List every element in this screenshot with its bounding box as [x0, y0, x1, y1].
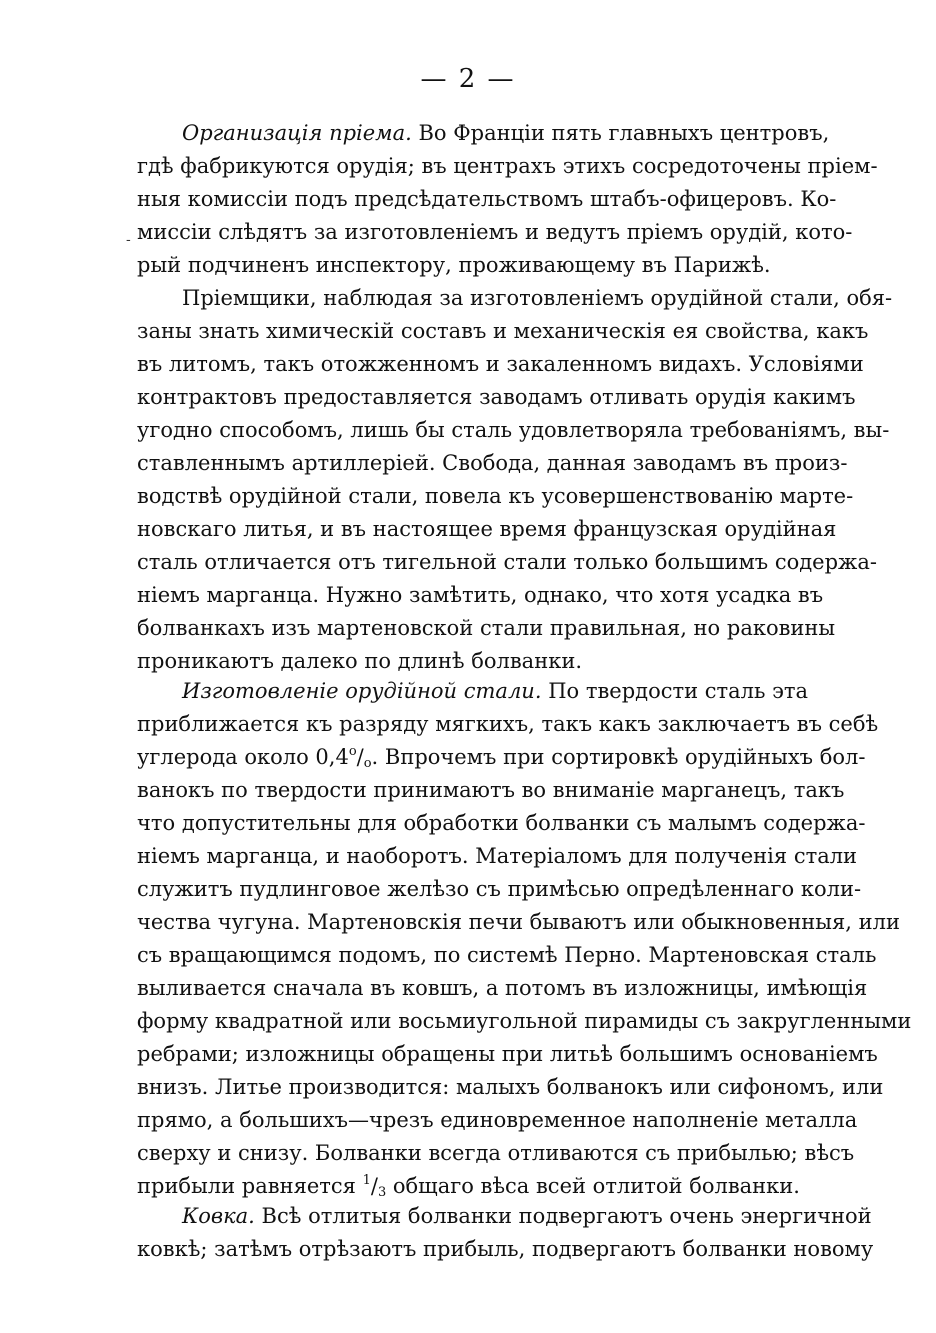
text-line: угодно способомъ, лишь бы сталь удовлетворяла требованіямъ, вы-	[137, 418, 890, 442]
text-line: водствѣ орудійной стали, повела къ усовершенствованію марте-	[137, 484, 854, 508]
text-span: Во Франціи пять главныхъ центровъ,	[411, 121, 830, 145]
text-span: . Впрочемъ при сортировкѣ орудійныхъ бол-	[371, 745, 866, 769]
text-line: чества чугуна. Мартеновскія печи бываютъ или обыкновенныя, или	[137, 910, 900, 934]
page-number: — 2 —	[420, 64, 516, 94]
text-line: форму квадратной или восьмиугольной пирамиды съ закругленными	[137, 1009, 912, 1033]
text-span: прибыли равняется	[137, 1174, 363, 1198]
text-line: контрактовъ предоставляется заводамъ отливать орудія какимъ	[137, 385, 856, 409]
text-line: въ литомъ, такъ отожженномъ и закаленномъ видахъ. Условіями	[137, 352, 864, 376]
text-line: съ вращающимся подомъ, по системѣ Перно. Мартеновская сталь	[137, 943, 877, 967]
text-line: прямо, а большихъ—чрезъ единовременное наполненіе металла	[137, 1108, 858, 1132]
text-line: внизъ. Литье производится: малыхъ болванокъ или сифономъ, или	[137, 1075, 884, 1099]
text-line: выливается сначала въ ковшъ, а потомъ въ изложницы, имѣющія	[137, 976, 868, 1000]
text-line	[182, 1200, 872, 1232]
fraction-slash: /	[370, 1174, 378, 1198]
text-line: ставленнымъ артиллеріей. Свобода, данная заводамъ въ произ-	[137, 451, 848, 475]
text-line: сталь отличается отъ тигельной стали только большимъ содержа-	[137, 550, 877, 574]
text-line: рый подчиненъ инспектору, проживающему въ Парижѣ.	[137, 253, 771, 277]
text-line: ванокъ по твердости принимаютъ во вниманіе марганецъ, такъ	[137, 778, 845, 802]
text-line: новскаго литья, и въ настоящее время французская орудійная	[137, 517, 837, 541]
section-heading-steel-production: Изготовленіе орудійной стали.	[182, 679, 542, 703]
text-line: что допустительны для обработки болванки съ малымъ содержа-	[137, 811, 866, 835]
text-line: ніемъ марганца. Нужно замѣтить, однако, что хотя усадка въ	[137, 583, 824, 607]
text-line: болванкахъ изъ мартеновской стали правильная, но раковины	[137, 616, 836, 640]
text-line: заны знать химическій составъ и механическія ея свойства, какъ	[137, 319, 869, 343]
text-line: ребрами; изложницы обращены при литьѣ большимъ основаніемъ	[137, 1042, 878, 1066]
text-line: служитъ пудлинговое желѣзо съ примѣсью опредѣленнаго коли-	[137, 877, 862, 901]
text-line: ніемъ марганца, и наоборотъ. Матеріаломъ для полученія стали	[137, 844, 858, 868]
superscript: 1	[362, 1173, 371, 1188]
text-line: сверху и снизу. Болванки всегда отливаются съ прибылью; вѣсъ	[137, 1141, 855, 1165]
section-heading-forging: Ковка.	[182, 1204, 255, 1228]
text-span: общаго вѣса всей отлитой болванки.	[386, 1174, 800, 1198]
text-line: приближается къ разряду мягкихъ, такъ какъ заключаетъ въ себѣ	[137, 712, 879, 736]
text-line: проникаютъ далеко по длинѣ болванки.	[137, 649, 582, 673]
text-span: углерода около 0,4	[137, 745, 349, 769]
subscript: о	[363, 756, 372, 771]
text-line: миссіи слѣдятъ за изготовленіемъ и ведутъ пріемъ орудій, кото-	[137, 220, 853, 244]
text-line	[182, 117, 830, 149]
text-line	[182, 675, 809, 707]
margin-mark: -	[126, 232, 131, 248]
text-span: Всѣ отлитыя болванки подвергаютъ очень энергичной	[254, 1204, 872, 1228]
text-line	[137, 1170, 801, 1202]
section-heading-organization: Организація пріема.	[182, 121, 412, 145]
text-line: ковкѣ; затѣмъ отрѣзаютъ прибыль, подвергаютъ болванки новому	[137, 1237, 874, 1261]
text-line	[137, 741, 866, 773]
subscript: 3	[377, 1185, 387, 1200]
text-line: гдѣ фабрикуются орудія; въ центрахъ этихъ сосредоточены пріем-	[137, 154, 878, 178]
superscript: о	[348, 744, 357, 759]
fraction-slash: /	[356, 745, 364, 769]
text-span: По твердости сталь эта	[541, 679, 809, 703]
text-line: ныя комиссіи подъ предсѣдательствомъ штабъ-офицеровъ. Ко-	[137, 187, 837, 211]
text-line: Пріемщики, наблюдая за изготовленіемъ орудійной стали, обя-	[182, 286, 893, 310]
